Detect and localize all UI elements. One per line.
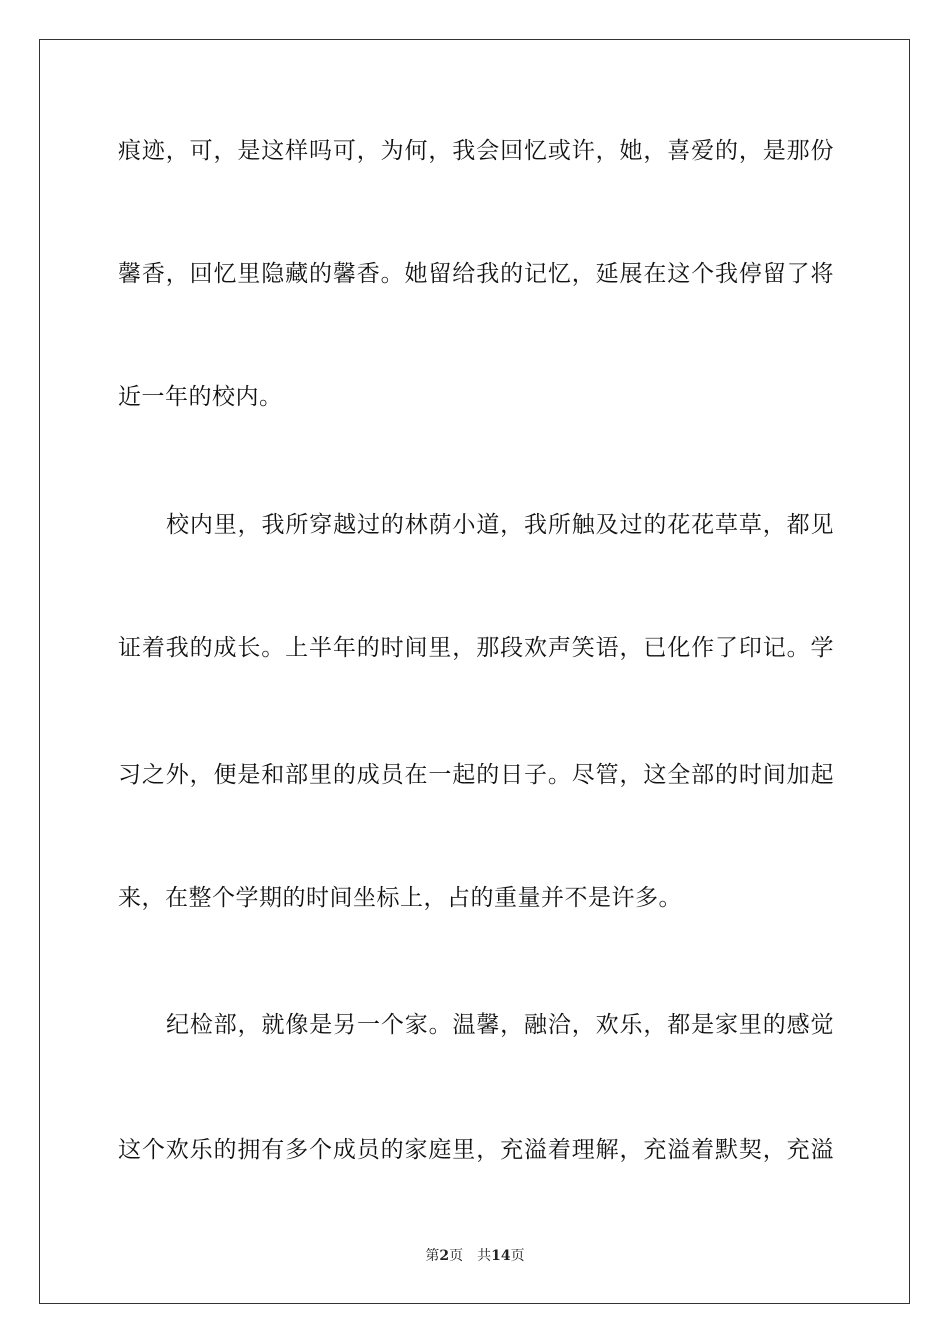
paragraph-2-line-1: 校内里，我所穿越过的林荫小道，我所触及过的花花草草，都见	[166, 512, 834, 538]
paragraph-2-line-4: 来，在整个学期的时间坐标上，占的重量并不是许多。	[118, 885, 682, 911]
paragraph-3-line-1: 纪检部，就像是另一个家。温馨，融洽，欢乐，都是家里的感觉	[166, 1012, 834, 1038]
paragraph-3-line-2: 这个欢乐的拥有多个成员的家庭里，充溢着理解，充溢着默契，充溢	[118, 1137, 834, 1163]
page-footer	[0, 1247, 950, 1265]
text-line-2: 馨香，回忆里隐藏的馨香。她留给我的记忆，延展在这个我停留了将	[118, 261, 834, 287]
text-line-3: 近一年的校内。	[118, 384, 283, 410]
paragraph-2-line-2: 证着我的成长。上半年的时间里，那段欢声笑语，已化作了印记。学	[118, 635, 834, 661]
page-border	[39, 39, 910, 1304]
text-line-1: 痕迹，可，是这样吗可，为何，我会回忆或许，她，喜爱的，是那份	[118, 138, 834, 164]
footer-page-prefix: 第	[425, 1248, 440, 1264]
footer-page-number: 2	[439, 1248, 450, 1264]
paragraph-2-line-3: 习之外，便是和部里的成员在一起的日子。尽管，这全部的时间加起	[118, 762, 834, 788]
footer-page-suffix: 页	[449, 1248, 464, 1264]
footer-total-prefix: 共	[477, 1248, 492, 1264]
footer-total-suffix: 页	[510, 1248, 525, 1264]
footer-total-number: 14	[491, 1248, 511, 1264]
